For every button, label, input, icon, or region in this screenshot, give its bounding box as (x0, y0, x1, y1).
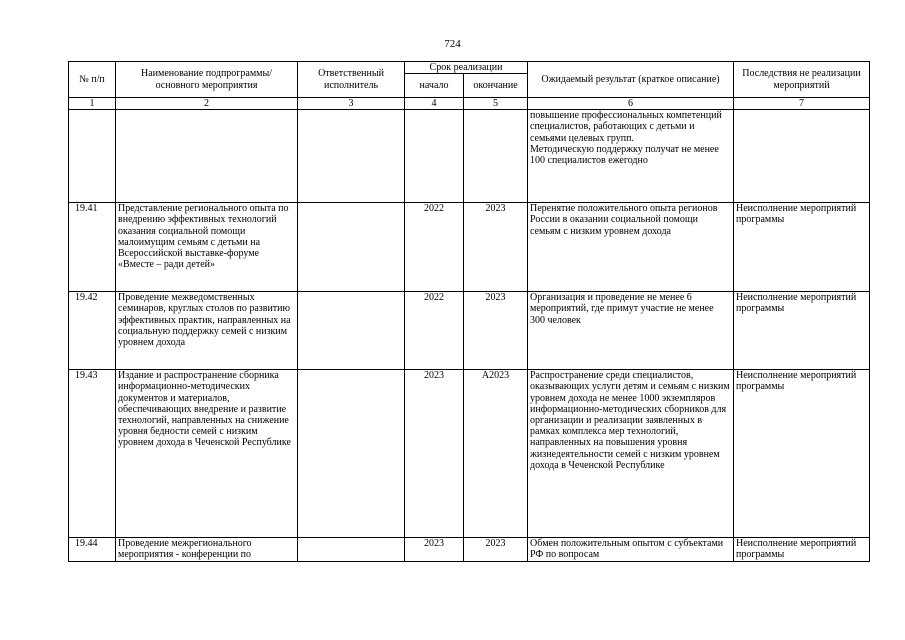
column-number: 7 (734, 98, 870, 110)
row-number: 19.43 (69, 370, 116, 538)
column-number: 5 (464, 98, 528, 110)
header-name: Наименование подпрограммы/ основного мероприятия (116, 62, 298, 98)
column-number: 4 (405, 98, 464, 110)
activities-table (68, 61, 870, 562)
table-row (69, 538, 870, 561)
end-year: 2023 (464, 292, 528, 370)
activity-name: Проведение межведомственных семинаров, круглых столов по развитию эффективных практик, направленных на социальную поддержку семей с низким уровнем дохода (116, 292, 298, 370)
end-year: 2023 (464, 203, 528, 292)
table-row (69, 370, 870, 538)
table-row (69, 110, 870, 203)
end-year: 2023 (464, 538, 528, 561)
result-cell: Перенятие положительного опыта регионов России в оказании социальной помощи семьям с низким уровнем дохода (528, 203, 734, 292)
result-cell: Обмен положительным опытом с субъектами РФ по вопросам (528, 538, 734, 561)
executor-cell (298, 370, 405, 538)
executor-cell (298, 292, 405, 370)
consequence-cell: Неисполнение мероприятий программы (734, 538, 870, 561)
header-end: окончание (464, 74, 528, 98)
activity-name: Проведение межрегионального мероприятия - конференции по (116, 538, 298, 561)
start-year: 2022 (405, 203, 464, 292)
start-year: 2023 (405, 538, 464, 561)
activity-name: Издание и распространение сборника информационно-методических документов и материалов, обеспечивающих внедрение и развитие технологий, направленных на снижение уровня бедности семей с низким уровнем дохода в Чеченской Республике (116, 370, 298, 538)
result-cell: Распространение среди специалистов, оказывающих услуги детям и семьям с низким уровнем дохода не менее 1000 экземпляров информационно-методических сборников для организации и реализации заявленных в рамках комплекса мер технологий, направленных на повышения уровня жизнедеятельности семей с низким уровнем дохода в Чеченской Республике (528, 370, 734, 538)
result-cell: повышение профессиональных компетенций специалистов, работающих с детьми и семьями целевых групп. Методическую поддержку получат не менее 100 специалистов ежегодно (528, 110, 734, 203)
activity-name: Представление регионального опыта по внедрению эффективных технологий оказания социальной помощи малоимущим семьям с детьми на Всероссийской выставке-форуме «Вместе – ради детей» (116, 203, 298, 292)
column-number: 1 (69, 98, 116, 110)
header-start: начало (405, 74, 464, 98)
consequence-cell: Неисполнение мероприятий программы (734, 370, 870, 538)
row-number: 19.44 (69, 538, 116, 561)
column-number: 2 (116, 98, 298, 110)
consequence-cell: Неисполнение мероприятий программы (734, 292, 870, 370)
end-year: А2023 (464, 370, 528, 538)
row-number: 19.42 (69, 292, 116, 370)
header-executor: Ответственный исполнитель (298, 62, 405, 98)
column-numbers-row (69, 98, 870, 110)
executor-cell (298, 538, 405, 561)
column-number: 3 (298, 98, 405, 110)
header-result: Ожидаемый результат (краткое описание) (528, 62, 734, 98)
header-period: Срок реализации (405, 62, 528, 74)
table-row (69, 203, 870, 292)
header-consequence: Последствия не реализации мероприятий (734, 62, 870, 98)
page-number: 724 (444, 38, 461, 50)
consequence-cell: Неисполнение мероприятий программы (734, 203, 870, 292)
start-year: 2022 (405, 292, 464, 370)
executor-cell (298, 203, 405, 292)
header-num: № п/п (69, 62, 116, 98)
column-number: 6 (528, 98, 734, 110)
row-number: 19.41 (69, 203, 116, 292)
table-row (69, 292, 870, 370)
start-year: 2023 (405, 370, 464, 538)
result-cell: Организация и проведение не менее 6 мероприятий, где примут участие не менее 300 человек (528, 292, 734, 370)
